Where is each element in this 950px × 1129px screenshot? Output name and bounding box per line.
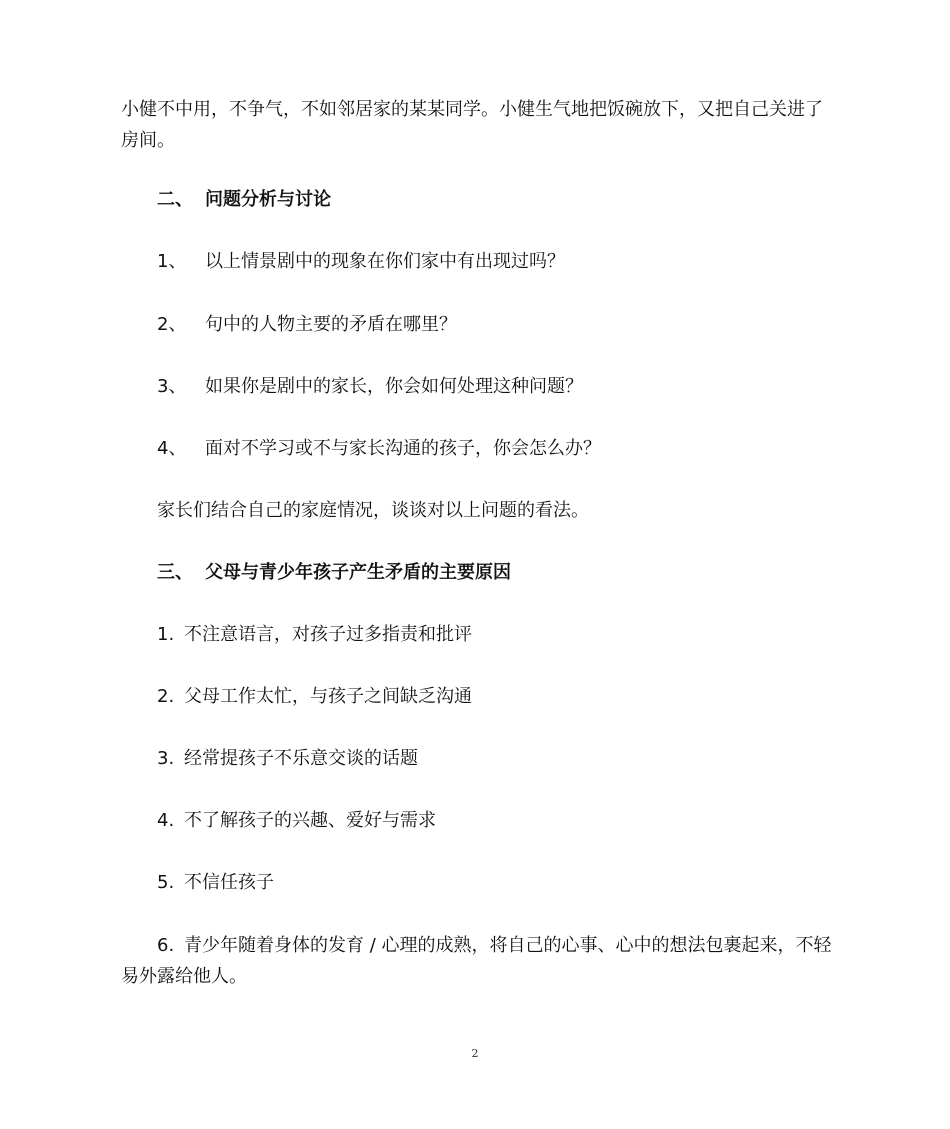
reason-item-wrapped <box>121 930 833 992</box>
question-number: 3、 <box>157 376 187 397</box>
question-item <box>157 310 457 340</box>
question-text: 面对不学习或不与家长沟通的孩子，你会怎么办？ <box>205 438 601 459</box>
reason-number: 5. <box>157 872 175 893</box>
reason-text: 父母工作太忙，与孩子之间缺乏沟通 <box>184 686 472 707</box>
reason-number: 6. <box>157 935 175 956</box>
question-number: 4、 <box>157 438 187 459</box>
question-item <box>157 434 601 464</box>
reason-item <box>157 744 418 774</box>
reason-text: 经常提孩子不乐意交谈的话题 <box>184 748 418 769</box>
reason-text: 不信任孩子 <box>184 872 274 893</box>
section-3-title: 父母与青少年孩子产生矛盾的主要原因 <box>205 562 511 583</box>
question-item <box>157 247 565 277</box>
reason-number: 4. <box>157 810 175 831</box>
section-3-number: 三、 <box>157 562 193 583</box>
reason-item <box>157 620 472 650</box>
intro-paragraph: 小健不中用，不争气，不如邻居家的某某同学。小健生气地把饭碗放下，又把自己关进了房间。 <box>121 99 823 151</box>
question-text: 以上情景剧中的现象在你们家中有出现过吗？ <box>205 251 565 272</box>
reason-text: 不了解孩子的兴趣、爱好与需求 <box>184 810 436 831</box>
reason-text: 不注意语言，对孩子过多指责和批评 <box>184 624 472 645</box>
page-number: 2 <box>471 1047 479 1060</box>
reason-number: 1. <box>157 624 175 645</box>
question-item <box>157 372 583 402</box>
question-number: 1、 <box>157 251 187 272</box>
reason-text: 青少年随着身体的发育 / 心理的成熟，将自己的心事、心中的想法包裹起来，不轻易外露给他人。 <box>121 935 832 987</box>
section-2-closing: 家长们结合自己的家庭情况，谈谈对以上问题的看法。 <box>157 500 589 521</box>
reason-number: 2. <box>157 686 175 707</box>
reason-item <box>157 806 436 836</box>
section-2-heading <box>157 185 331 215</box>
section-2-title: 问题分析与讨论 <box>205 189 331 210</box>
reason-item <box>157 868 274 898</box>
question-number: 2、 <box>157 314 187 335</box>
question-text: 如果你是剧中的家长，你会如何处理这种问题？ <box>205 376 583 397</box>
section-2-number: 二、 <box>157 189 193 210</box>
section-3-heading <box>157 558 511 588</box>
question-text: 句中的人物主要的矛盾在哪里？ <box>205 314 457 335</box>
reason-item <box>157 682 472 712</box>
reason-number: 3. <box>157 748 175 769</box>
